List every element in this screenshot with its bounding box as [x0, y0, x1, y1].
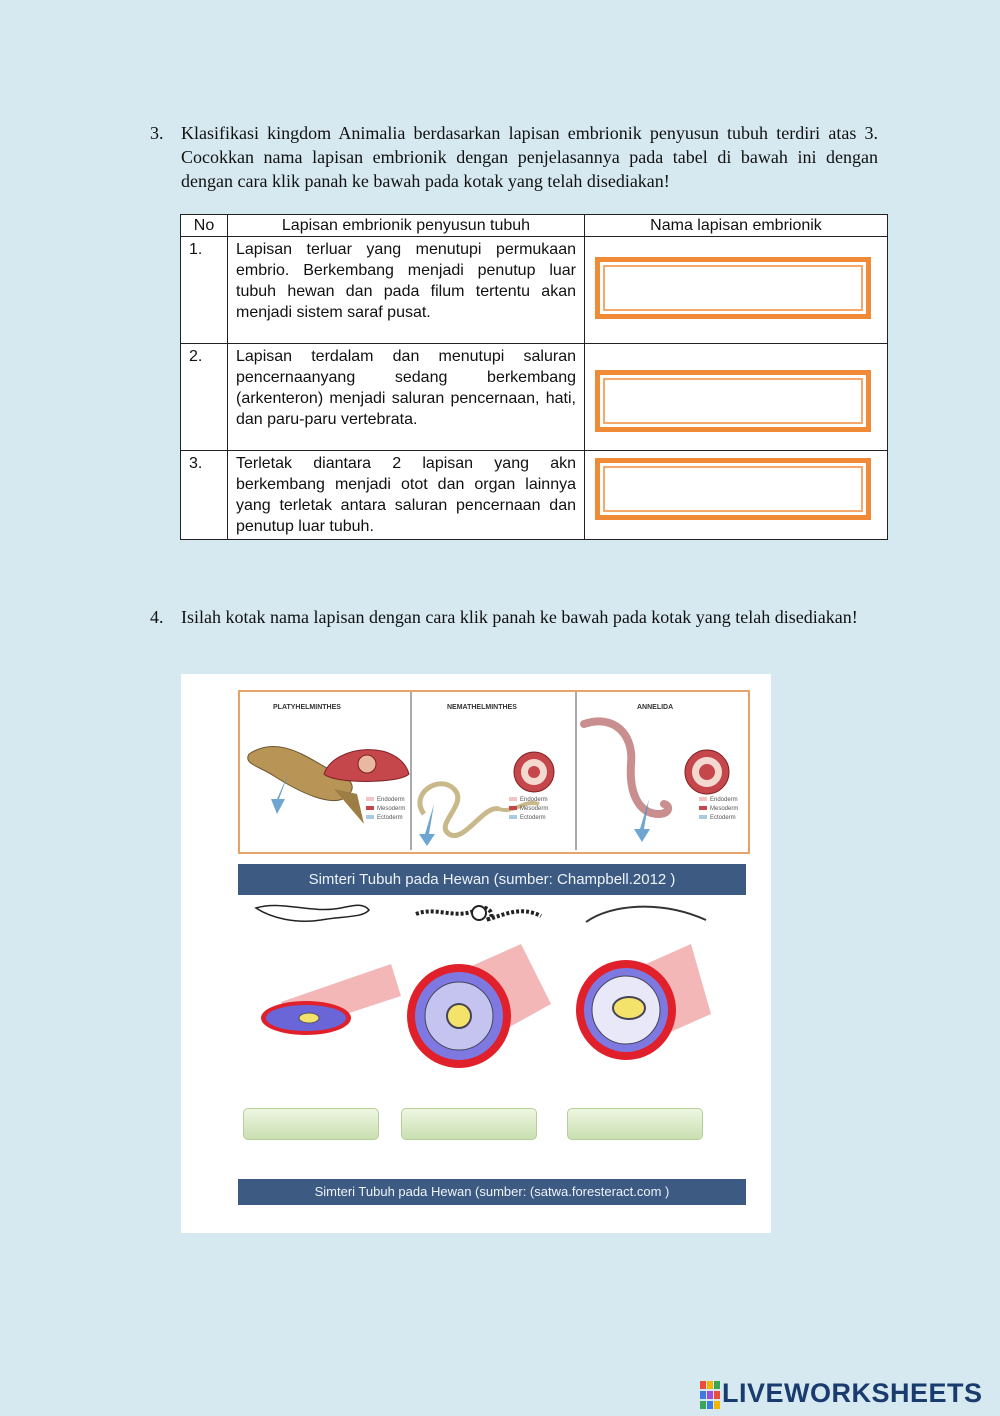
liveworksheets-logo [700, 1378, 983, 1412]
row-description: Lapisan terluar yang menutupi permukaan embrio. Berkembang menjadi penutup luar tubuh hewan dan pada filum tertentu akan menjadi sistem saraf pusat. [228, 237, 585, 344]
answer-box-1[interactable] [243, 1108, 379, 1140]
earthworm-outline [586, 907, 706, 922]
gut-cavity [528, 766, 540, 778]
row-description: Lapisan terdalam dan menutupi saluran pencernaanyang sedang berkembang (arkenteron) menjadi saluran pencernaan, hati, dan paru-paru vertebrata. [228, 344, 585, 451]
table-row [181, 237, 888, 344]
question-4-text: Isilah kotak nama lapisan dengan cara klik panah ke bawah pada kotak yang telah disediakan! [181, 607, 858, 627]
body-tube-sections [251, 944, 711, 1074]
row-number: 3. [181, 451, 228, 540]
header-description: Lapisan embrionik penyusun tubuh [228, 215, 585, 237]
table-header-row [181, 215, 888, 237]
roundworm-coil [472, 906, 486, 920]
question-3-text: Klasifikasi kingdom Animalia berdasarkan lapisan embrionik penyusun tubuh terdiri atas 3. Cocokkan nama lapisan embrionik dengan penjelasannya pada tabel di bawah ini dengan dengan cara klik panah ke bawah pada kotak yang telah disediakan! [181, 123, 878, 191]
worm-cross-section-illustrations [239, 714, 745, 848]
ring-endoderm [613, 997, 645, 1019]
row-description: Terletak diantara 2 lapisan yang akn berkembang menjadi otot dan organ lainnya yang terletak antara saluran pencernaan dan penutup luar tubuh. [228, 451, 585, 540]
gut-cavity [358, 755, 376, 773]
legend-item: Endoderm [699, 796, 738, 805]
legend-item: Endoderm [509, 796, 548, 805]
worm-outlines [251, 896, 711, 938]
answer-box-3[interactable] [567, 1108, 703, 1140]
legend-item: Mesoderm [509, 805, 548, 814]
gut-cavity [699, 764, 715, 780]
panel-title-nemathelminthes: NEMATHELMINTHES [447, 704, 517, 711]
embryonic-layer-table [180, 214, 888, 540]
answer-cell [585, 451, 888, 540]
legend-item: Ectoderm [366, 814, 405, 823]
panel-title-annelida: ANNELIDA [637, 704, 674, 711]
legend-item: Ectoderm [509, 814, 548, 823]
layer-name-dropdown-3[interactable] [595, 458, 871, 520]
answer-box-2[interactable] [401, 1108, 537, 1140]
question-3-number: 3. [150, 123, 164, 143]
roundworm-drawing [420, 784, 499, 836]
flatworm-outline [256, 905, 369, 921]
legend-item: Mesoderm [366, 805, 405, 814]
header-layer-name: Nama lapisan embrionik [585, 215, 888, 237]
layer-name-dropdown-2[interactable] [595, 370, 871, 432]
body-symmetry-figure [181, 674, 771, 1233]
caption-top: Simteri Tubuh pada Hewan (sumber: Champbell.2012 ) [238, 864, 746, 895]
row-number: 2. [181, 344, 228, 451]
row-number: 1. [181, 237, 228, 344]
question-3 [150, 121, 878, 193]
legend-item: Endoderm [366, 796, 405, 805]
question-4-number: 4. [150, 607, 164, 627]
earthworm-drawing [584, 721, 668, 814]
logo-icon [700, 1381, 720, 1409]
legend-item: Mesoderm [699, 805, 738, 814]
legend-panel-3 [699, 796, 738, 823]
logo-text: LIVEWORKSHEETS [722, 1378, 983, 1408]
panel-title-platyhelminthes: PLATYHELMINTHES [273, 704, 341, 711]
round-endoderm [447, 1004, 471, 1028]
table-row [181, 451, 888, 540]
flat-endoderm [299, 1013, 319, 1023]
answer-cell [585, 344, 888, 451]
flatworm-tail [334, 789, 364, 824]
header-no: No [181, 215, 228, 237]
legend-item: Ectoderm [699, 814, 738, 823]
layer-name-dropdown-1[interactable] [595, 257, 871, 319]
question-4 [150, 605, 878, 629]
legend-panel-1 [366, 796, 405, 823]
answer-cell [585, 237, 888, 344]
table-row [181, 344, 888, 451]
caption-bottom: Simteri Tubuh pada Hewan (sumber: (satwa.foresteract.com ) [238, 1179, 746, 1205]
legend-panel-2 [509, 796, 548, 823]
